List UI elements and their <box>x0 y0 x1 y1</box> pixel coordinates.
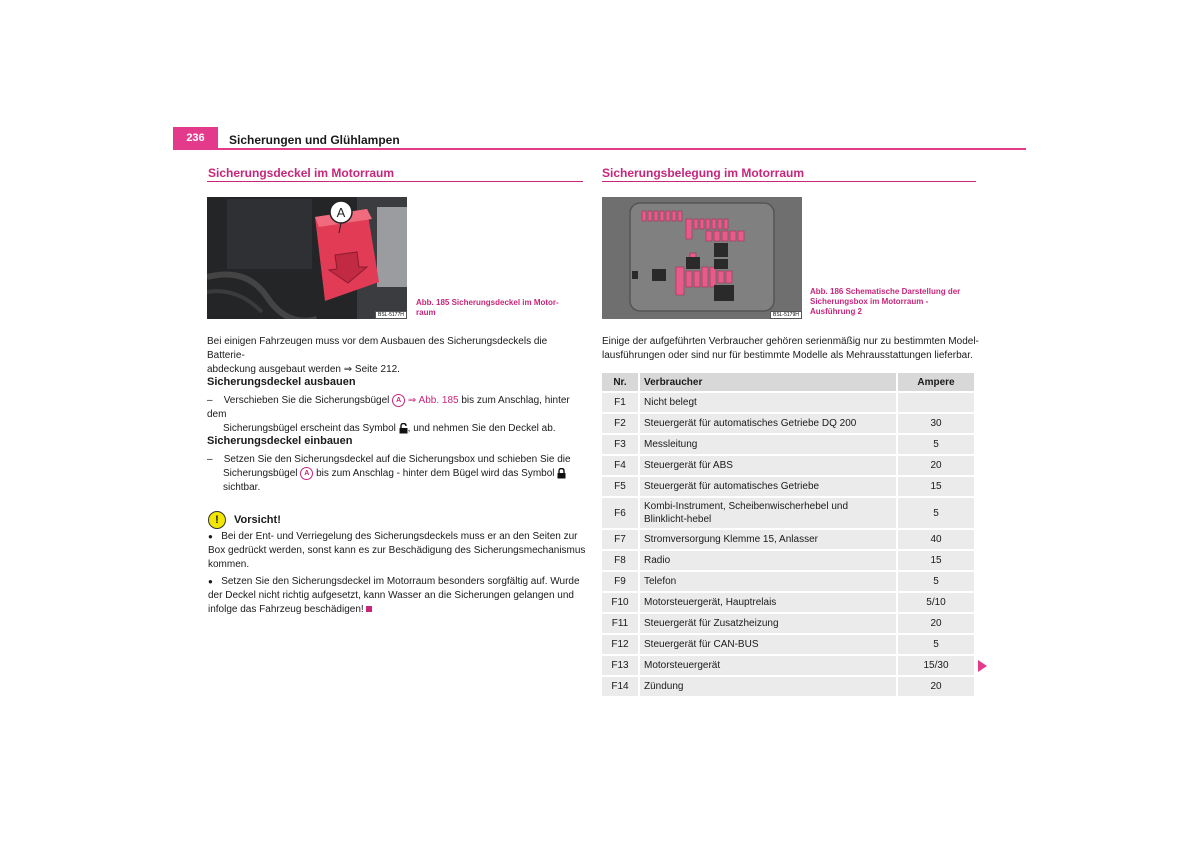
fuse-number-cell: F12 <box>602 634 639 655</box>
col-header-ampere: Ampere <box>897 373 975 392</box>
ampere-cell: 5 <box>897 634 975 655</box>
bullet-icon: ● <box>208 577 213 586</box>
caution-text: der Deckel nicht richtig aufgesetzt, kann Wasser an die Sicherungen gelangen und <box>208 590 574 601</box>
left-section-heading: Sicherungsdeckel im Motorraum <box>208 166 395 180</box>
table-row <box>602 676 975 696</box>
consumer-cell: Zündung <box>639 676 897 696</box>
caution-text: Setzen Sie den Sicherungsdeckel im Motorraum besonders sorgfältig auf. Wurde <box>221 576 580 587</box>
table-row <box>602 392 975 413</box>
fuse-number-cell: F6 <box>602 497 639 529</box>
left-section-rule <box>207 181 583 182</box>
caution-text: infolge das Fahrzeug beschädigen! <box>208 604 364 615</box>
figure-code: BSL-5179H <box>770 311 802 319</box>
step-text: Sicherungsbügel erscheint das Symbol <box>223 423 396 435</box>
caution-bullets <box>208 530 588 617</box>
caution-title: Vorsicht! <box>234 514 281 526</box>
fuse-box-schematic <box>602 197 802 319</box>
fuse-number-cell: F14 <box>602 676 639 696</box>
table-row <box>602 455 975 476</box>
intro-paragraph <box>207 335 587 377</box>
install-step <box>207 453 587 495</box>
warning-icon: ! <box>208 511 226 529</box>
lock-closed-icon <box>557 468 566 479</box>
lock-open-icon <box>399 423 408 434</box>
fuse-number-cell: F5 <box>602 476 639 497</box>
header-rule <box>173 148 1026 150</box>
fuse-number-cell: F13 <box>602 655 639 676</box>
intro-line: abdeckung ausgebaut werden ⇒ Seite 212. <box>207 364 400 375</box>
ampere-cell: 40 <box>897 529 975 550</box>
table-row <box>602 655 975 676</box>
step-text: bis zum Anschlag, hinter dem <box>207 395 570 421</box>
ampere-cell: 5 <box>897 571 975 592</box>
caption-line: Ausführung 2 <box>810 307 862 316</box>
table-row <box>602 529 975 550</box>
ampere-cell: 15/30 <box>897 655 975 676</box>
intro-line: Einige der aufgeführten Verbraucher gehören serienmäßig nur zu bestimmten Model- <box>602 336 979 347</box>
consumer-cell: Nicht belegt <box>639 392 897 413</box>
consumer-cell: Motorsteuergerät <box>639 655 897 676</box>
caption-line: Sicherungsbox im Motorraum - <box>810 297 929 306</box>
ampere-cell: 5 <box>897 434 975 455</box>
chapter-title: Sicherungen und Glühlampen <box>229 133 400 147</box>
consumer-cell: Telefon <box>639 571 897 592</box>
consumer-cell: Messleitung <box>639 434 897 455</box>
fuse-number-cell: F1 <box>602 392 639 413</box>
ampere-cell: 5 <box>897 497 975 529</box>
fuse-number-cell: F3 <box>602 434 639 455</box>
right-section-rule <box>602 181 976 182</box>
label-a-marker: A <box>336 205 346 220</box>
ampere-cell: 20 <box>897 676 975 696</box>
col-header-verbraucher: Verbraucher <box>639 373 897 392</box>
caption-line: Abb. 186 Schematische Darstellung der <box>810 287 961 296</box>
fuse-number-cell: F9 <box>602 571 639 592</box>
step-text: Sicherungsbügel <box>223 468 298 480</box>
consumer-cell: Steuergerät für automatisches Getriebe <box>639 476 897 497</box>
consumer-cell: Radio <box>639 550 897 571</box>
ampere-cell: 15 <box>897 476 975 497</box>
engine-bay-illustration <box>207 197 407 319</box>
end-marker-icon <box>366 606 372 612</box>
fuse-number-cell: F8 <box>602 550 639 571</box>
consumer-cell: Stromversorgung Klemme 15, Anlasser <box>639 529 897 550</box>
caution-text: Box gedrückt werden, sonst kann es zur Beschädigung des Sicherungsmechanismus <box>208 545 586 556</box>
ampere-cell: 20 <box>897 613 975 634</box>
step-text: bis zum Anschlag - hinter dem Bügel wird das Symbol <box>316 468 555 480</box>
step-text: sichtbar. <box>223 482 261 494</box>
figure-code: BSL-5177H <box>375 311 407 319</box>
marker-a-icon: A <box>392 394 405 407</box>
step-text: Verschieben Sie die Sicherungsbügel <box>223 395 390 407</box>
consumer-cell: Steuergerät für ABS <box>639 455 897 476</box>
table-row <box>602 613 975 634</box>
intro-line: Bei einigen Fahrzeugen muss vor dem Ausbauen des Sicherungsdeckels die Batterie- <box>207 336 548 361</box>
dash-bullet: – <box>207 454 213 465</box>
fuse-number-cell: F2 <box>602 413 639 434</box>
table-row <box>602 434 975 455</box>
marker-a-icon: A <box>300 467 313 480</box>
figure-186-caption <box>810 287 960 317</box>
right-section-heading: Sicherungsbelegung im Motorraum <box>602 166 805 180</box>
remove-heading: Sicherungsdeckel ausbauen <box>207 376 356 388</box>
fuse-box-diagram <box>602 197 802 319</box>
consumer-cell: Steuergerät für Zusatzheizung <box>639 613 897 634</box>
fuse-number-cell: F7 <box>602 529 639 550</box>
caption-line: Abb. 185 Sicherungsdeckel im Motor- <box>416 298 559 307</box>
step-text: Setzen Sie den Sicherungsdeckel auf die Sicherungsbox und schieben Sie die <box>223 454 571 465</box>
step-text: , und nehmen Sie den Deckel ab. <box>407 423 556 435</box>
dash-bullet: – <box>207 395 213 407</box>
table-row <box>602 550 975 571</box>
ampere-cell: 15 <box>897 550 975 571</box>
intro-line: lausführungen oder sind nur für bestimmte Modelle als Mehrausstattungen lieferbar. <box>602 350 973 361</box>
right-intro-paragraph <box>602 335 982 363</box>
table-row <box>602 571 975 592</box>
table-row <box>602 497 975 529</box>
caption-line: raum <box>416 308 436 317</box>
table-row <box>602 634 975 655</box>
table-row <box>602 413 975 434</box>
col-header-nr: Nr. <box>602 373 639 392</box>
ampere-cell: 30 <box>897 413 975 434</box>
caution-text: kommen. <box>208 559 250 570</box>
page-number: 236 <box>173 127 218 149</box>
fuse-number-cell: F10 <box>602 592 639 613</box>
fuse-assignment-table <box>602 373 976 696</box>
consumer-cell: Steuergerät für CAN-BUS <box>639 634 897 655</box>
ampere-cell: 20 <box>897 455 975 476</box>
remove-step <box>207 394 587 436</box>
consumer-cell: Kombi-Instrument, Scheibenwischerhebel und Blinklicht-hebel <box>639 497 897 529</box>
figure-185-caption <box>416 298 559 318</box>
fuse-cover-photo <box>207 197 407 319</box>
ampere-cell <box>897 392 975 413</box>
table-row <box>602 476 975 497</box>
table-row <box>602 592 975 613</box>
next-page-arrow-icon[interactable] <box>978 660 987 672</box>
caution-text: Bei der Ent- und Verriegelung des Sicherungsdeckels muss er an den Seiten zur <box>221 531 578 542</box>
consumer-cell: Steuergerät für automatisches Getriebe DQ 200 <box>639 413 897 434</box>
install-heading: Sicherungsdeckel einbauen <box>207 435 353 447</box>
fuse-number-cell: F11 <box>602 613 639 634</box>
bullet-icon: ● <box>208 532 213 541</box>
ampere-cell: 5/10 <box>897 592 975 613</box>
fuse-number-cell: F4 <box>602 455 639 476</box>
table-header-row <box>602 373 975 392</box>
consumer-cell: Motorsteuergerät, Hauptrelais <box>639 592 897 613</box>
figure-link[interactable]: ⇒ Abb. 185 <box>407 395 459 407</box>
